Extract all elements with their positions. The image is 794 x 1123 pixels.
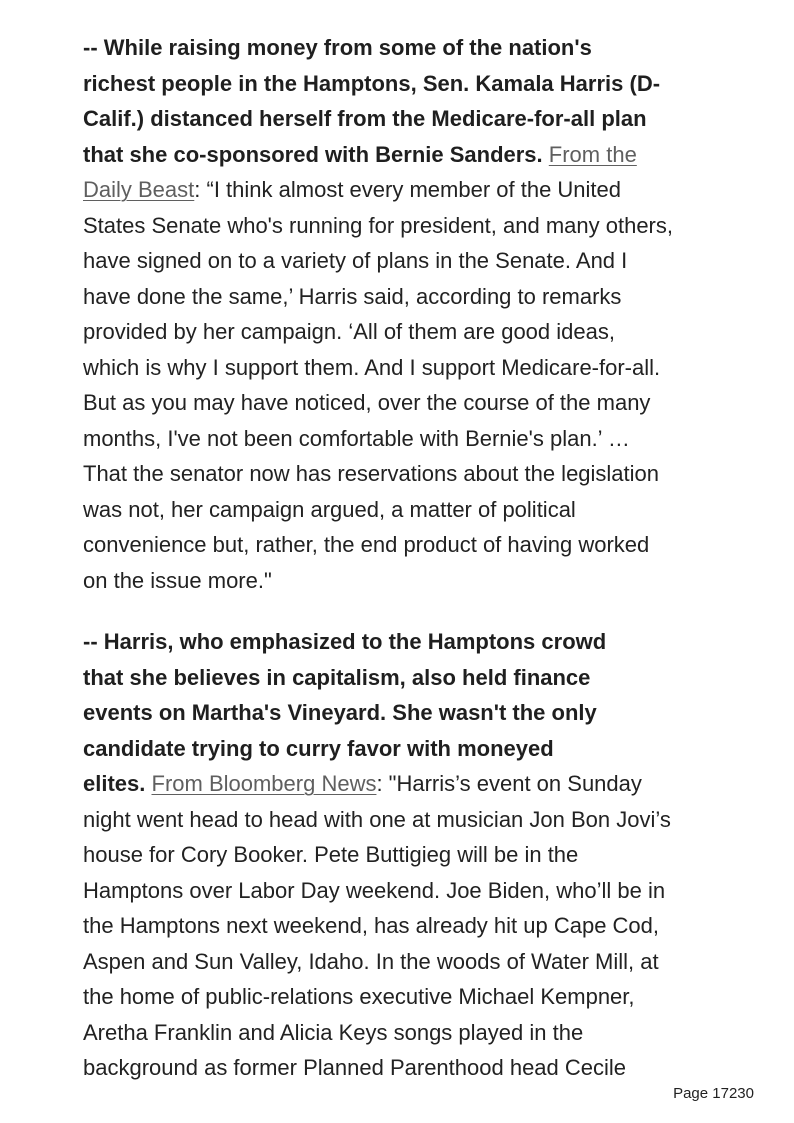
paragraph-harris-medicare: [83, 30, 723, 598]
daily-beast-link[interactable]: From the Daily Beast: [83, 141, 637, 202]
paragraph-body: : “I think almost every member of the United States Senate who's running for president, and many others, have signed on to a variety of plans in the Senate. And I have done the same,’ Harris said, according to remarks provided by her campaign. ‘All of them are good ideas, which is why I support them. And I support Medicare-for-all. But as you may have noticed, over the course of the many months, I've not been comfortable with Bernie's plan.’ … That the senator now has reservations about the legislation was not, her campaign argued, a matter of political convenience but, rather, the end product of having worked on the issue more.": [83, 177, 673, 593]
paragraph-harris-fundraising: [83, 624, 723, 1086]
paragraph-body: : "Harris’s event on Sunday night went head to head with one at musician Jon Bon Jovi’s house for Cory Booker. Pete Buttigieg will be in the Hamptons over Labor Day weekend. Joe Biden, who’ll be in the Hamptons next weekend, has already hit up Cape Cod, Aspen and Sun Valley, Idaho. In the woods of Water Mill, at the home of public-relations executive Michael Kempner, Aretha Franklin and Alicia Keys songs played in the background as former Planned Parenthood head Cecile: [83, 771, 671, 1080]
page-number: Page 17230: [673, 1085, 754, 1102]
bloomberg-news-link[interactable]: From Bloomberg News: [151, 771, 377, 796]
paragraph-lead: -- Harris, who emphasized to the Hamptons crowd that she believes in capitalism, also held finance events on Martha's Vineyard. She wasn't the only candidate trying to curry favor with moneyed elites.: [83, 629, 607, 796]
document-page: [83, 30, 723, 1086]
paragraph-lead: -- While raising money from some of the nation's richest people in the Hamptons, Sen. Kamala Harris (D- Calif.) distanced herself from the Medicare-for-all plan that she co-sponsored with Bernie Sanders.: [83, 35, 661, 167]
